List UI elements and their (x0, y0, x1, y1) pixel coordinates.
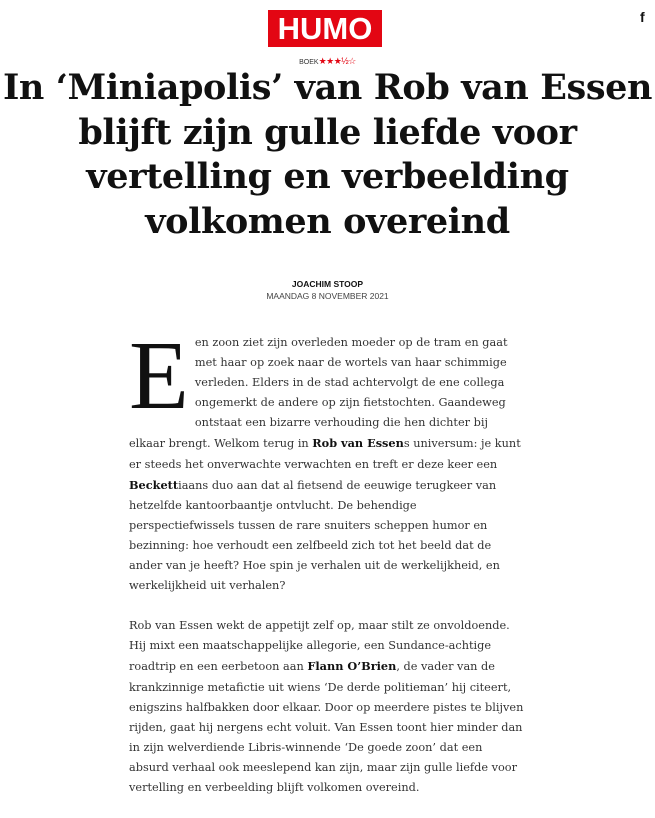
humo-logo[interactable]: HUMO (268, 10, 382, 47)
bold-name: Rob van Essen (312, 436, 404, 451)
paragraph-2 (129, 616, 524, 798)
facebook-icon[interactable]: f (640, 9, 645, 25)
article-body (129, 322, 524, 818)
text: Rob van Essen wekt de appetijt zelf op, maar stilt ze onvoldoende. Hij mixt een maatschappelijke allegorie, een Sundance-achtige roadtrip en een eerbetoon aan (129, 619, 510, 674)
text: , de vader van de krankzinnige metafictie uit wiens ‘De derde politieman’ hij citeert, enigszins halfbakken door elkaar. Door op meerdere pistes te blijven rijden, gaat hij nergens echt voluit. Van Essen toont hier minder dan in zijn welverdiende Libris-winnende ‘De goede zoon’ dat een absurd verhaal ook meeslepend kan zijn, maar zijn gulle liefde voor vertelling en verbeelding blijft volkomen overeind. (129, 660, 524, 794)
publish-date: MAANDAG 8 NOVEMBER 2021 (266, 291, 389, 301)
paragraph-1 (129, 322, 524, 596)
star-rating-icon: ★★★½☆ (318, 56, 356, 66)
author[interactable]: JOACHIM STOOP (291, 279, 364, 289)
bold-name: Beckett (129, 477, 179, 492)
bold-name: Flann O’Brien (307, 659, 397, 674)
headline: In ‘Miniapolis’ van Rob van Essen blijft zijn gulle liefde voor vertelling en verbeelding volkomen overeind (2, 67, 653, 242)
text: en zoon ziet zijn overleden moeder op de tram en gaat met haar op zoek naar de wortels van haar schimmige verleden. Elders in de stad achtervolgt de ene collega ongemerkt de andere op zijn fietstochten. Gaandeweg ontstaat een bizarre verhouding die hen dichter bij elkaar brengt. Welkom terug in (129, 336, 508, 451)
text: iaans duo aan dat al fietsend de eeuwige terugkeer van hetzelfde kantoorbaantje ontvlucht. De behendige perspectiefwissels tussen de rare snuiters scheppen humor en bezinning: hoe verhoudt een zelfbeeld zich tot het beeld dat de ander van je heeft? Hoe spin je verhalen uit de werkelijkheid, en werkelijkheid uit verhalen? (129, 478, 500, 593)
text: s universum: je kunt er steeds het onverwachte verwachten en treft er deze keer een (129, 437, 521, 471)
byline (0, 278, 655, 302)
rating-label: BOEK (299, 59, 319, 66)
drop-cap: E (129, 322, 189, 430)
